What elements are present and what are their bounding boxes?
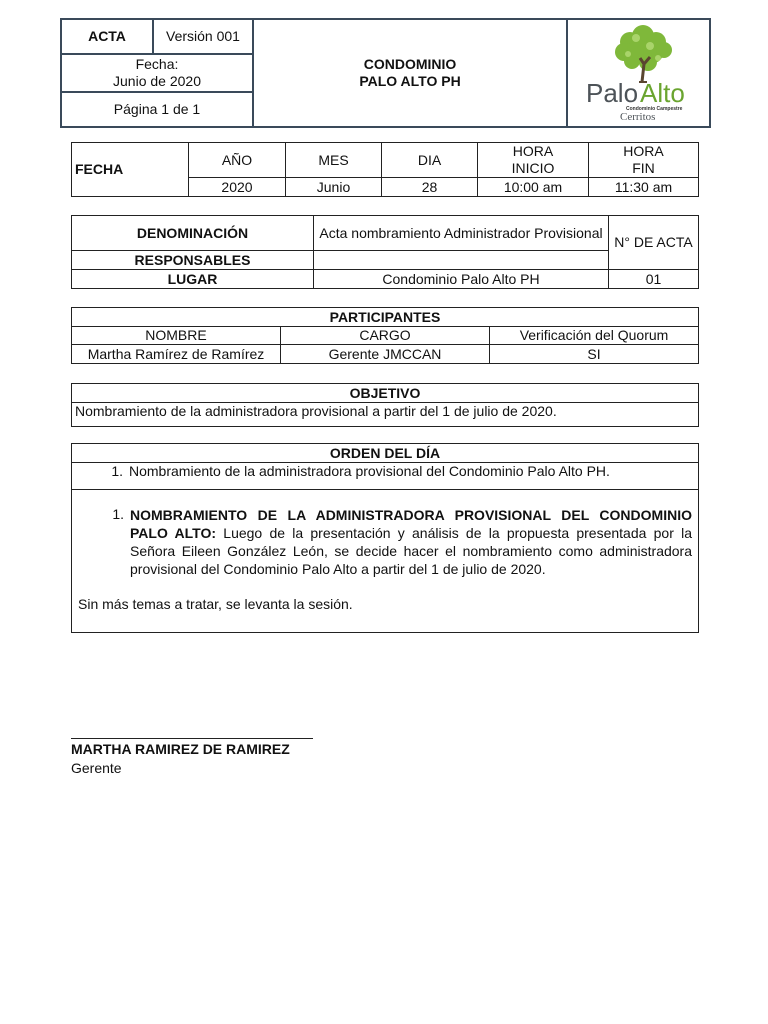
svg-text:Alto: Alto (640, 78, 685, 108)
agenda-item (72, 463, 699, 490)
agenda-body (72, 490, 699, 633)
participants-table (71, 307, 699, 364)
table-row (72, 345, 699, 364)
denominacion-label: DENOMINACIÓN (72, 216, 314, 251)
hora-fin-value: 11:30 am (589, 178, 699, 197)
signature-block (71, 726, 331, 777)
logo-cell (567, 19, 710, 127)
objective-text: Nombramiento de la administradora provisional a partir del 1 de julio de 2020. (72, 403, 699, 427)
lugar-value: Condominio Palo Alto PH (314, 270, 609, 289)
closing-statement: Sin más temas a tratar, se levanta la sesión. (78, 596, 353, 612)
acta-number-label: N° DE ACTA (609, 216, 699, 270)
mes-header: MES (286, 143, 382, 178)
document-header (60, 18, 711, 128)
agenda-body-paragraph (130, 506, 692, 578)
participant-cargo: Gerente JMCCAN (281, 345, 490, 364)
page-indicator: Página 1 de 1 (61, 92, 253, 127)
svg-text:Cerritos: Cerritos (620, 111, 656, 122)
hora-inicio-value: 10:00 am (478, 178, 589, 197)
dia-value: 28 (382, 178, 478, 197)
svg-text:Condominio Campestre: Condominio Campestre (626, 106, 683, 112)
agenda-title: ORDEN DEL DÍA (72, 444, 699, 463)
fecha-header-label: Fecha: (135, 55, 179, 72)
svg-text:Palo: Palo (586, 78, 639, 108)
agenda-item-text: Nombramiento de la administradora provisional del Condominio Palo Alto PH. (129, 463, 610, 479)
denomination-table (71, 215, 699, 289)
nombre-header: NOMBRE (72, 327, 281, 345)
participants-title: PARTICIPANTES (72, 308, 699, 327)
signature-line (71, 726, 313, 739)
mes-value: Junio (286, 178, 382, 197)
agenda-item-number: 1. (111, 463, 123, 479)
denominacion-value: Acta nombramiento Administrador Provisional (314, 216, 609, 251)
anio-header: AÑO (189, 143, 286, 178)
agenda-body-heading: NOMBRAMIENTO DE LA ADMINISTRADORA PROVISIONAL DEL CONDOMINIO PALO ALTO: (130, 507, 692, 541)
agenda-body-number: 1. (112, 506, 124, 522)
participant-quorum: SI (490, 345, 699, 364)
fecha-header-cell (61, 54, 253, 91)
palo-alto-logo (568, 20, 709, 126)
version-label: Versión 001 (153, 19, 253, 54)
agenda-body-text: Luego de la presentación y análisis de la propuesta presentada por la Señora Eileen González León, se decide hacer el nombramiento como administradora provisional del Condominio Palo Alto a partir del 1 de julio de 2020. (130, 525, 692, 577)
hora-fin-header: HORA FIN (589, 143, 699, 178)
fecha-label: FECHA (72, 143, 189, 197)
lugar-label: LUGAR (72, 270, 314, 289)
responsables-value (314, 251, 609, 270)
objective-title: OBJETIVO (72, 384, 699, 403)
acta-label: ACTA (61, 19, 153, 54)
participant-name: Martha Ramírez de Ramírez (72, 345, 281, 364)
hora-inicio-header: HORA INICIO (478, 143, 589, 178)
dia-header: DIA (382, 143, 478, 178)
quorum-header: Verificación del Quorum (490, 327, 699, 345)
title-line-2: PALO ALTO PH (359, 73, 461, 89)
responsables-label: RESPONSABLES (72, 251, 314, 270)
objective-table (71, 383, 699, 427)
date-table (71, 142, 699, 197)
cargo-header: CARGO (281, 327, 490, 345)
agenda-table (71, 443, 699, 633)
title-line-1: CONDOMINIO (363, 56, 457, 72)
acta-number-value: 01 (609, 270, 699, 289)
document-title (253, 19, 567, 127)
fecha-header-value: Junio de 2020 (113, 72, 201, 89)
anio-value: 2020 (189, 178, 286, 197)
signature-role: Gerente (71, 760, 122, 776)
signature-name: MARTHA RAMIREZ DE RAMIREZ (71, 741, 290, 757)
agenda-body-item (78, 506, 692, 578)
tree-logo-icon (568, 20, 711, 122)
